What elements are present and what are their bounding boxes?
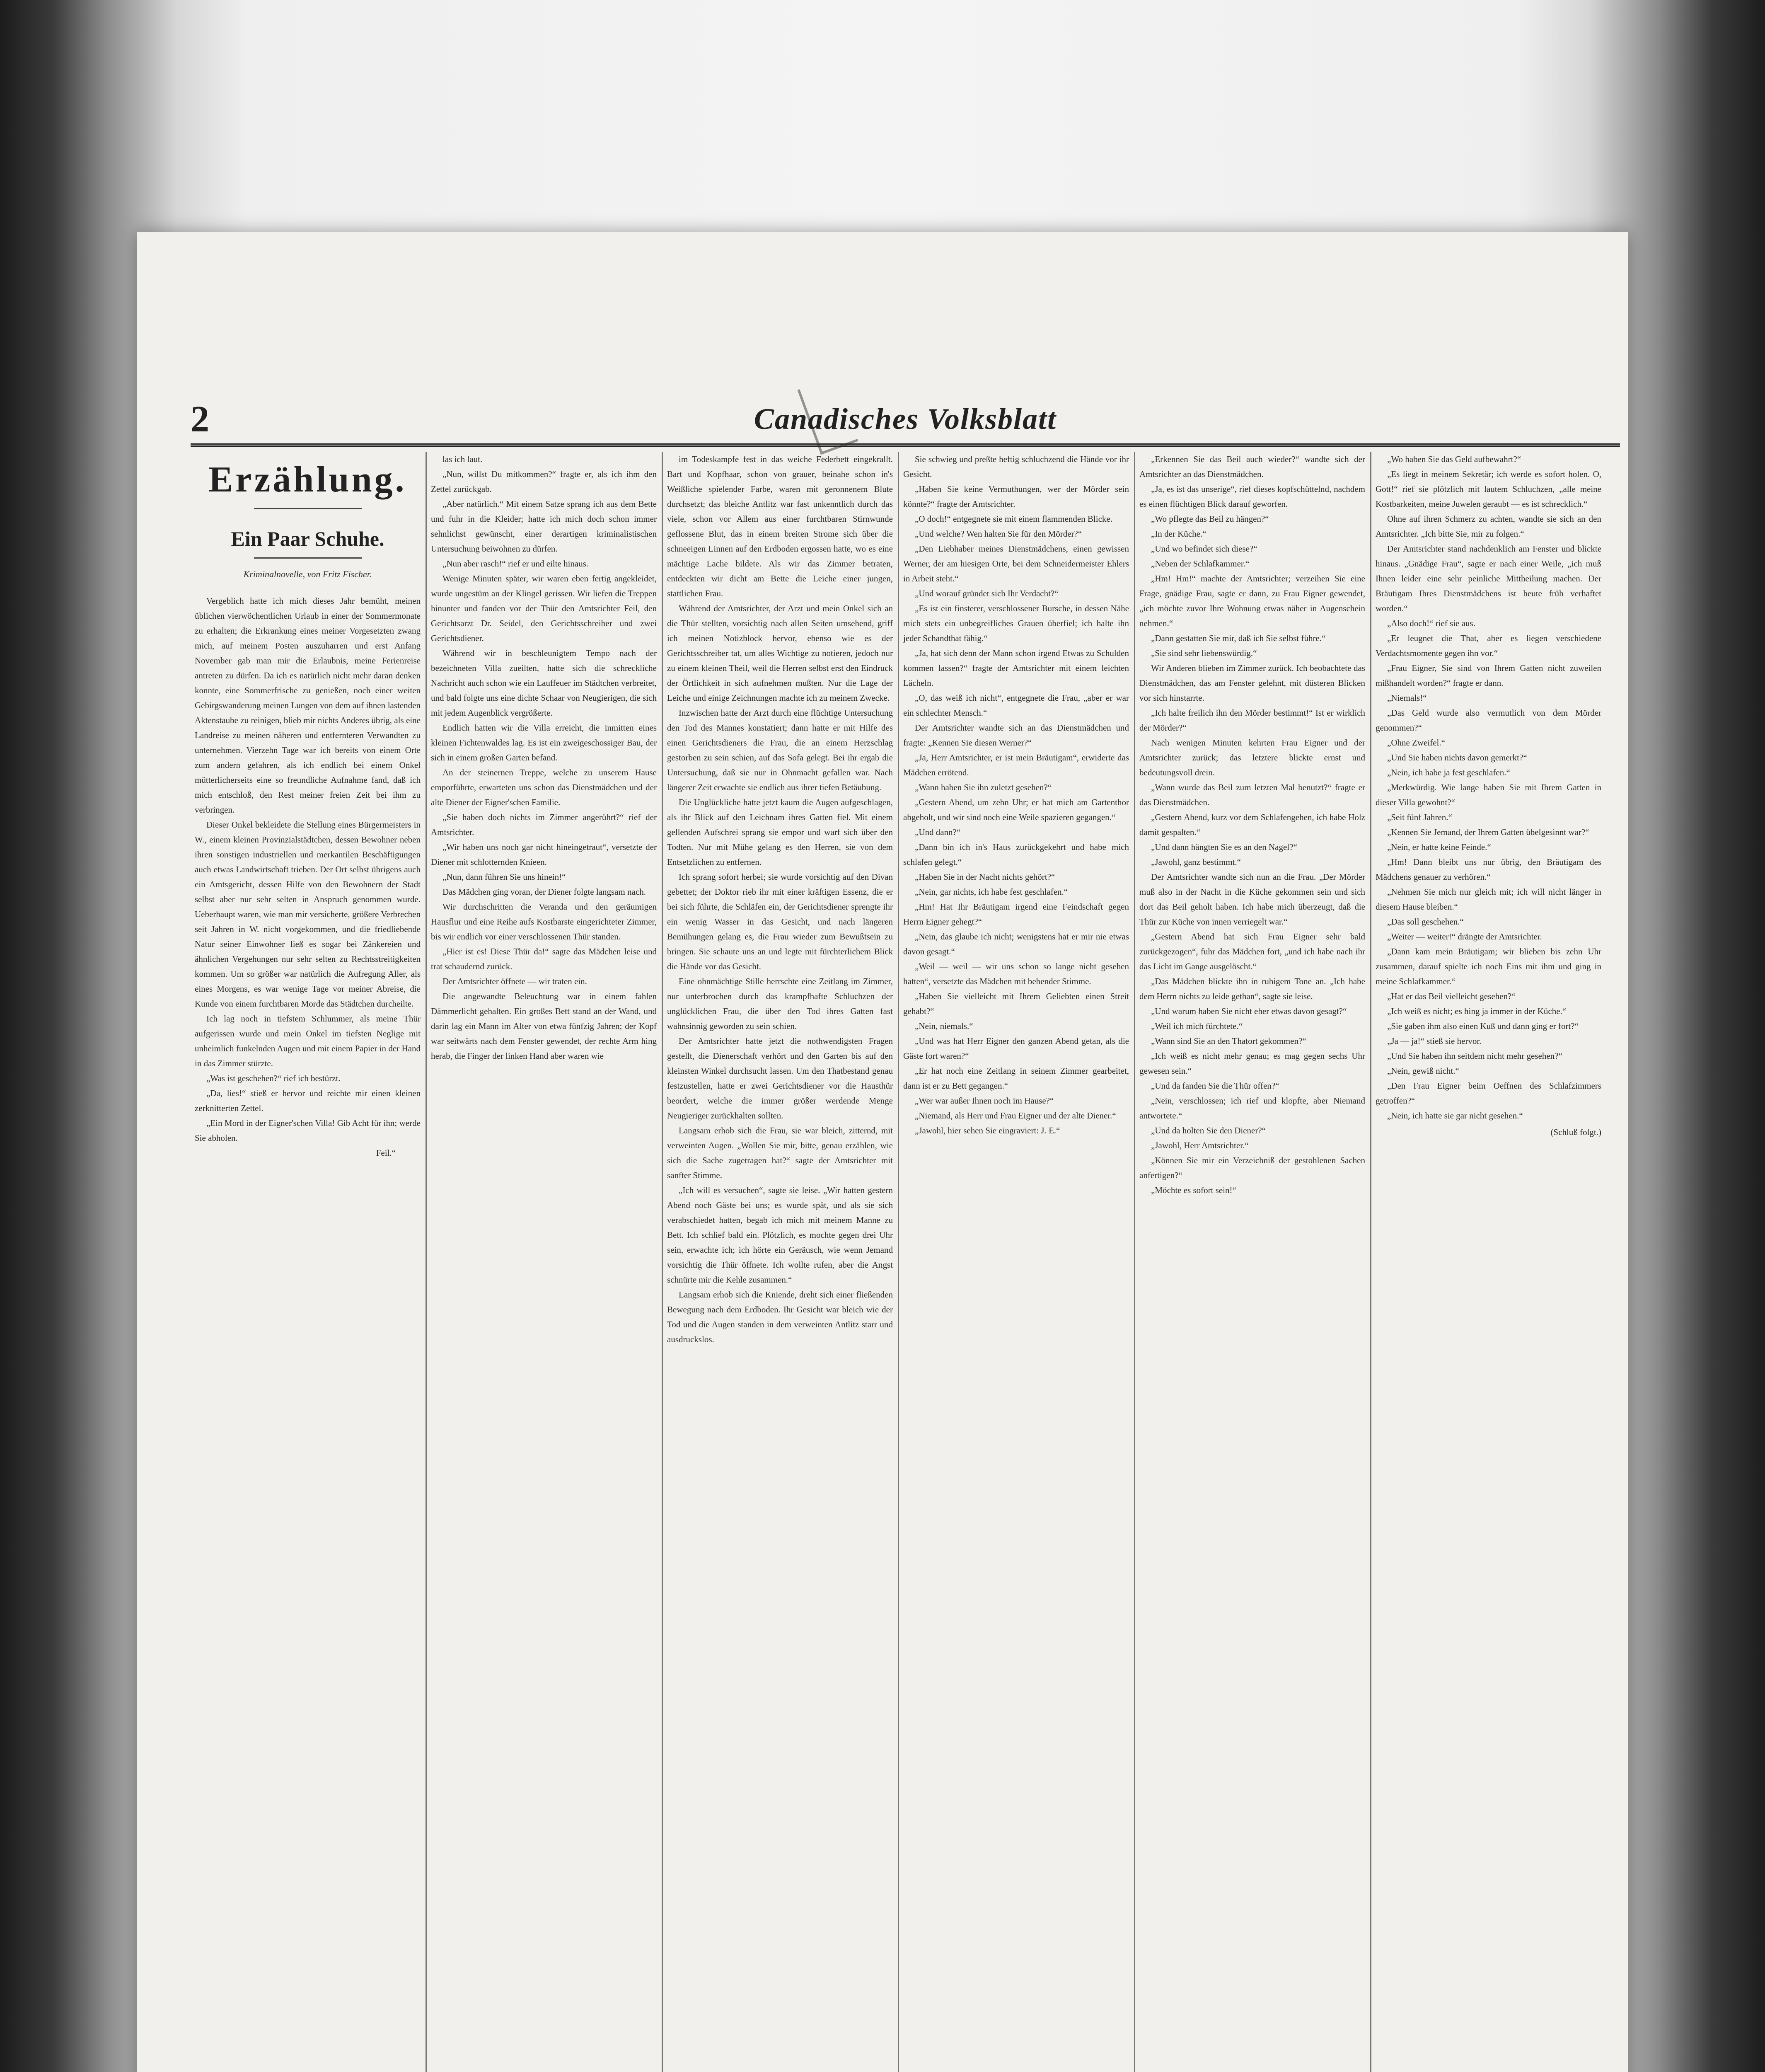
paragraph: „Jawohl, ganz bestimmt.“ (1151, 857, 1241, 867)
paragraph: Der Amtsrichter wandte sich an das Dienstmädchen und fragte: „Kennen Sie diesen Werner?“ (903, 723, 1129, 748)
paragraph: „Erkennen Sie das Beil auch wieder?“ wandte sich der Amtsrichter an das Dienstmädchen. (1139, 454, 1365, 479)
paragraph: „Wann sind Sie an den Thatort gekommen?“ (1151, 1036, 1306, 1046)
paragraph: Vergeblich hatte ich mich dieses Jahr bemüht, meinen üblichen vierwöchentlichen Urlaub in einer der Sommermonate zu erhalten; die Erkrankung eines meiner Vorgesetzten zwang mich, auf meinem Posten auszuharren und erst Anfang November gab man mir die Erlaubnis, meine Ferienreise antreten zu dürfen. Da ich es natürlich nicht mehr daran denken konnte, eine Sommerfrische zu genießen, noch einer weiten Gebirgswanderung meinen Lungen von dem auf ihnen lastenden Aktenstaube zu reinigen, blieb mir nichts Anderes übrig, als eine Landreise zu meinen näheren und entfernteren Verwandten zu unternehmen. Vierzehn Tage war ich bereits von einem Orte zum andern gefahren, als ich endlich bei einem Onkel mütterlicherseits eine so freundliche Aufnahme fand, daß ich mich entschloß, den Rest meiner freien Zeit bei ihm zu verbringen. (195, 596, 421, 815)
paragraph: „Gestern Abend, um zehn Uhr; er hat mich am Gartenthor abgeholt, und wir sind noch eine Weile spazieren gegangen.“ (903, 797, 1129, 822)
paragraph: „Merkwürdig. Wie lange haben Sie mit Ihrem Gatten in dieser Villa gewohnt?“ (1376, 782, 1601, 807)
paragraph: „Er hat noch eine Zeitlang in seinem Zimmer gearbeitet, dann ist er zu Bett gegangen.“ (903, 1066, 1129, 1091)
paragraph: „Wo haben Sie das Geld aufbewahrt?“ (1387, 454, 1521, 464)
paragraph: las ich laut. (442, 454, 483, 464)
paragraph: „O, das weiß ich nicht“, entgegnete die Frau, „aber er war ein schlechter Mensch.“ (903, 693, 1129, 718)
paragraph: „Aber natürlich.“ Mit einem Satze sprang ich aus dem Bette und fuhr in die Kleider; hatte ich mich doch schon immer sehnlichst gewünscht, einer derartigen kriminalistischen Untersuchung beiwohnen zu dürfen. (431, 499, 657, 554)
paragraph: „Möchte es sofort sein!“ (1151, 1185, 1236, 1195)
paragraph: „Hm! Hat Ihr Bräutigam irgend eine Feindschaft gegen Herrn Eigner gehegt?“ (903, 902, 1129, 927)
paragraph: „Und wo befindet sich diese?“ (1151, 544, 1257, 554)
newspaper-page (137, 232, 1628, 2072)
continued-note: (Schluß folgt.) (1550, 1127, 1601, 1137)
paragraph: „Da, lies!“ stieß er hervor und reichte mir einen kleinen zerknitterten Zettel. (195, 1088, 421, 1113)
paragraph: „Jawohl, Herr Amtsrichter.“ (1151, 1140, 1249, 1150)
paragraph: „Es ist ein finsterer, verschlossener Bursche, in dessen Nähe mich stets ein unbegreifliches Grauen überfiel; ich halte ihn jeder Schandthat fähig.“ (903, 603, 1129, 643)
paragraph: Der Amtsrichter wandte sich nun an die Frau. „Der Mörder muß also in der Nacht in die Küche gekommen sein und sich dort das Beil geholt haben. Ich habe mich überzeugt, daß die Thür zur Küche von innen verriegelt war.“ (1139, 872, 1365, 927)
paragraph: Eine ohnmächtige Stille herrschte eine Zeitlang im Zimmer, nur unterbrochen durch das krampfhafte Schluchzen der unglücklichen Frau, die über den Tod ihres Gatten fast wahnsinnig geworden zu sein schien. (667, 976, 893, 1031)
paragraph: „Nein, er hatte keine Feinde.“ (1387, 842, 1491, 852)
paragraph: „Nun, dann führen Sie uns hinein!“ (442, 872, 566, 882)
paragraph: „Hm! Dann bleibt uns nur übrig, den Bräutigam des Mädchens genauer zu verhören.“ (1376, 857, 1601, 882)
paragraph: „Ja, es ist das unserige“, rief dieses kopfschüttelnd, nachdem es einen flüchtigen Blick darauf geworfen. (1139, 484, 1365, 509)
paragraph: „Nein, das glaube ich nicht; wenigstens hat er mir nie etwas davon gesagt.“ (903, 932, 1129, 956)
paragraph: Inzwischen hatte der Arzt durch eine flüchtige Untersuchung den Tod des Mannes konstatiert; dann hatte er mit Hilfe des einen Gerichtsdieners die Frau, die an einem Herzschlag gestorben zu sein schien, auf das Sofa gelegt. Bei ihr ergab die Untersuchung, daß sie nur in Ohnmacht gefallen war. Nach längerer Zeit erwachte sie endlich aus ihrer tiefen Betäubung. (667, 708, 893, 792)
paragraph: „Ja, Herr Amtsrichter, er ist mein Bräutigam“, erwiderte das Mädchen errötend. (903, 753, 1129, 777)
paragraph: „Können Sie mir ein Verzeichniß der gestohlenen Sachen anfertigen?“ (1139, 1155, 1365, 1180)
paragraph: „Dann bin ich in's Haus zurückgekehrt und habe mich schlafen gelegt.“ (903, 842, 1129, 867)
paragraph: „Kennen Sie Jemand, der Ihrem Gatten übelgesinnt war?“ (1387, 827, 1589, 837)
paragraph-list (431, 452, 657, 1063)
paragraph-list (667, 452, 893, 1347)
paragraph: Langsam erhob sich die Frau, sie war bleich, zitternd, mit verweinten Augen. „Wollen Sie mir, bitte, genau erzählen, wie sich die Sache zugetragen hat?“ sagte der Amtsrichter mit sanfter Stimme. (667, 1126, 893, 1180)
paragraph-list (1139, 452, 1365, 1198)
paragraph-list (1376, 452, 1601, 1123)
paragraph: „Und Sie haben ihn seitdem nicht mehr gesehen?“ (1387, 1051, 1562, 1061)
paragraph: „Ich weiß es nicht; es hing ja immer in der Küche.“ (1387, 1006, 1567, 1016)
paragraph: „Hier ist es! Diese Thür da!“ sagte das Mädchen leise und trat schaudernd zurück. (431, 946, 657, 971)
paragraph: Nach wenigen Minuten kehrten Frau Eigner und der Amtsrichter zurück; das letztere blickte ernst und bedeutungsvoll drein. (1139, 738, 1365, 777)
paragraph: „Haben Sie vielleicht mit Ihrem Geliebten einen Streit gehabt?“ (903, 991, 1129, 1016)
signature: Feil.“ (376, 1148, 396, 1158)
paragraph: Endlich hatten wir die Villa erreicht, die inmitten eines kleinen Fichtenwaldes lag. Es ist ein zweigeschossiger Bau, der sich in einem großen Garten befand. (431, 723, 657, 762)
paragraph: „Niemand, als Herr und Frau Eigner und der alte Diener.“ (915, 1111, 1116, 1121)
paragraph: „Jawohl, hier sehen Sie eingraviert: J. E.“ (915, 1126, 1060, 1135)
paragraph: „Also doch!“ rief sie aus. (1387, 618, 1475, 628)
paragraph: „Ich will es versuchen“, sagte sie leise. „Wir hatten gestern Abend noch Gäste bei uns; es wurde spät, und als sie sich verabschiedet hatten, begab ich mich mit meinem Manne zu Bett. Ich schlief bald ein. Plötzlich, es mochte gegen drei Uhr sein, erwachte ich; ich hörte ein Geräusch, wie wenn Jemand vorsichtig die Thür öffnete. Ich wollte rufen, aber die Angst schnürte mir die Kehle zusammen.“ (667, 1185, 893, 1285)
paragraph: „Das Geld wurde also vermutlich von dem Mörder genommen?“ (1376, 708, 1601, 733)
paragraph: „Ein Mord in der Eigner'schen Villa! Gib Acht für ihn; werde Sie abholen. (195, 1118, 421, 1143)
paragraph: „Nein, ich hatte sie gar nicht gesehen.“ (1387, 1111, 1523, 1121)
paragraph: „Und was hat Herr Eigner den ganzen Abend getan, als die Gäste fort waren?“ (903, 1036, 1129, 1061)
paragraph: „Nun, willst Du mitkommen?“ fragte er, als ich ihm den Zettel zurückgab. (431, 469, 657, 494)
paragraph: Der Amtsrichter hatte jetzt die nothwendigsten Fragen gestellt, die Dienerschaft verhört und den Garten bis auf den kleinsten Winkel durchsucht lassen. Um den Thatbestand genau festzustellen, hatte er zwei Gerichtsdiener vor die Hausthür beordert, welche die immer größer werdende Menge Neugieriger zurückhalten sollten. (667, 1036, 893, 1121)
paragraph: „Hat er das Beil vielleicht gesehen?“ (1387, 991, 1516, 1001)
paragraph: „Nein, verschlossen; ich rief und klopfte, aber Niemand antwortete.“ (1139, 1096, 1365, 1121)
paragraph: Während der Amtsrichter, der Arzt und mein Onkel sich an die Thür stellten, vorsichtig nach allen Seiten umsehend, griff ich meinen Notizblock hervor, ebenso wie es der Gerichtsschreiber tat, um alles Wichtige zu notieren, jedoch nur zu einem kleinen Theil, weil die Herren selbst erst den Eindruck der Örtlichkeit in sich aufnehmen mußten. Nur die Lage der Leiche und einige Zeichnungen machte ich zu meinem Zwecke. (667, 603, 893, 703)
paragraph: „Wann haben Sie ihn zuletzt gesehen?“ (915, 782, 1052, 792)
column-rule (662, 452, 663, 2072)
text-column-5 (1139, 452, 1365, 2072)
paragraph: „Und welche? Wen halten Sie für den Mörder?“ (915, 529, 1082, 539)
story-subtitle: Kriminalnovelle, von Fritz Fischer. (243, 569, 372, 579)
paragraph: „Ich halte freilich ihn den Mörder bestimmt!“ Ist er wirklich der Mörder?“ (1139, 708, 1365, 733)
paragraph: „Es liegt in meinem Sekretär; ich werde es sofort holen. O, Gott!“ rief sie plötzlich mit lautem Schluchzen, „alle meine Kostbarkeiten, meine Juwelen geraubt — es ist schrecklich.“ (1376, 469, 1601, 509)
column-rule (898, 452, 899, 2072)
paragraph: „Sie gaben ihm also einen Kuß und dann ging er fort?“ (1387, 1021, 1579, 1031)
paragraph: „Neben der Schlafkammer.“ (1151, 559, 1250, 569)
paragraph: „Gestern Abend hat sich Frau Eigner sehr bald zurückgezogen“, fuhr das Mädchen fort, „und ich habe nach ihr das Licht im Gange ausgelöscht.“ (1139, 932, 1365, 971)
paragraph: Die angewandte Beleuchtung war in einem fahlen Dämmerlicht gehalten. Ein großes Bett stand an der Wand, und darin lag ein Mann im Alter von etwa fünfzig Jahren; der Kopf war seitwärts nach dem Fenster gewendet, der rechte Arm hing herab, die Finger der linken Hand aber waren wie (431, 991, 657, 1061)
paragraph: Die Unglückliche hatte jetzt kaum die Augen aufgeschlagen, als ihr Blick auf den Leichnam ihres Gatten fiel. Mit einem gellenden Aufschrei sprang sie empor und warf sich über den Todten. Nur mit Mühe gelang es den Herren, sie von dem Entsetzlichen zu entfernen. (667, 797, 893, 867)
text-column-3 (667, 452, 893, 2072)
title-rule (254, 557, 362, 559)
paragraph: Dieser Onkel bekleidete die Stellung eines Bürgermeisters in W., einem kleinen Provinzialstädtchen, dessen Bewohner neben ihren sonstigen industriellen und merkantilen Beschäftigungen auch etwas Landwirtschaft trieben. Der Ort selbst übrigens auch ein Amtsgericht, dessen Hilfe von den Bewohnern der Stadt selbst aber nur sehr selten in Anspruch genommen wurde. Ueberhaupt waren, wie man mir versicherte, größere Verbrechen seit Jahren in W. nicht vorgekommen, und die friedliebende Natur seiner Einwohner ließ es sogar bei Zänkereien und ähnlichen Vergehungen nur sehr selten zu Rechtsstreitigkeiten kommen. Um so größer war natürlich die Aufregung Aller, als eines Morgens, es war wenige Tage vor meiner Abreise, die Kunde von einem furchtbaren Morde das Städtchen durcheilte. (195, 820, 421, 1009)
paragraph: „Das soll geschehen.“ (1387, 917, 1464, 927)
paragraph: „Nein, gar nichts, ich habe fest geschlafen.“ (915, 887, 1068, 897)
paragraph-list (903, 452, 1129, 1138)
paragraph: „Niemals!“ (1387, 693, 1427, 703)
paragraph: Ohne auf ihren Schmerz zu achten, wandte sie sich an den Amtsrichter. „Ich bitte Sie, mir zu folgen.“ (1376, 514, 1601, 539)
paragraph: „Wann wurde das Beil zum letzten Mal benutzt?“ fragte er das Dienstmädchen. (1139, 782, 1365, 807)
paragraph: „Das Mädchen blickte ihn in ruhigem Tone an. „Ich habe dem Herrn nichts zu leide gethan“, sagte sie leise. (1139, 976, 1365, 1001)
paragraph: „Haben Sie in der Nacht nichts gehört?“ (915, 872, 1055, 882)
paragraph: „In der Küche.“ (1151, 529, 1206, 539)
story-title: Ein Paar Schuhe. (231, 527, 384, 550)
paragraph: Das Mädchen ging voran, der Diener folgte langsam nach. (442, 887, 646, 897)
paragraph: „Nein, ich habe ja fest geschlafen.“ (1387, 767, 1510, 777)
masthead (191, 398, 1620, 447)
paragraph: Der Amtsrichter stand nachdenklich am Fenster und blickte hinaus. „Gnädige Frau“, sagte er nach einer Weile, „ich muß Ihnen leider eine sehr peinliche Mittheilung machen. Der Bräutigam Ihres Dienstmädchens ist heute früh verhaftet worden.“ (1376, 544, 1601, 613)
column-rule (1370, 452, 1371, 2072)
paragraph: „Hm! Hm!“ machte der Amtsrichter; verzeihen Sie eine Frage, gnädige Frau, sagte er dann, zu Frau Eigner gewendet, „ich möchte zuvor Ihre Wohnung etwas näher in Augenschein nehmen.“ (1139, 574, 1365, 628)
paragraph: „Weil — weil — wir uns schon so lange nicht gesehen hatten“, versetzte das Mädchen mit bebender Stimme. (903, 961, 1129, 986)
paragraph: „Haben Sie keine Vermuthungen, wer der Mörder sein könnte?“ fragte der Amtsrichter. (903, 484, 1129, 509)
paragraph: An der steinernen Treppe, welche zu unserem Hause emporführte, erwarteten uns schon das Dienstmädchen und der alte Diener der Eigner'schen Familie. (431, 767, 657, 807)
paragraph: „Ich weiß es nicht mehr genau; es mag gegen sechs Uhr gewesen sein.“ (1139, 1051, 1365, 1076)
paragraph: „Nein, niemals.“ (915, 1021, 973, 1031)
column-rule (1134, 452, 1135, 2072)
paragraph: „Seit fünf Jahren.“ (1387, 812, 1452, 822)
paragraph: „Ohne Zweifel.“ (1387, 738, 1445, 748)
paragraph: „Dann gestatten Sie mir, daß ich Sie selbst führe.“ (1151, 633, 1326, 643)
text-column-1 (195, 452, 421, 2072)
column-rule (426, 452, 427, 2072)
paragraph: „Wir haben uns noch gar nicht hineingetraut“, versetzte der Diener mit schlotternden Knieen. (431, 842, 657, 867)
paragraph: Während wir in beschleunigtem Tempo nach der bezeichneten Villa zueilten, hatte sich die schreckliche Nachricht auch schon wie ein Lauffeuer im Städtchen verbreitet, und bald folgte uns eine dichte Schaar von Neugierigen, die sich mit jedem Augenblick vergrößerte. (431, 648, 657, 718)
paragraph: „Nehmen Sie mich nur gleich mit; ich will nicht länger in diesem Hause bleiben.“ (1376, 887, 1601, 912)
paragraph: „Und dann hängten Sie es an den Nagel?“ (1151, 842, 1297, 852)
paragraph: „Frau Eigner, Sie sind von Ihrem Gatten nicht zuweilen mißhandelt worden?“ fragte er dann. (1376, 663, 1601, 688)
paragraph: „Wer war außer Ihnen noch im Hause?“ (915, 1096, 1054, 1106)
paragraph: „Dann kam mein Bräutigam; wir blieben bis zehn Uhr zusammen, darauf spielte ich noch Eins mit ihm und ging in meine Schlafkammer.“ (1376, 946, 1601, 986)
masthead-title: Canadisches Volksblatt (754, 402, 1057, 436)
paragraph: Der Amtsrichter öffnete — wir traten ein. (442, 976, 587, 986)
paragraph: Wir Anderen blieben im Zimmer zurück. Ich beobachtete das Dienstmädchen, das am Fenster gelehnt, mit düsteren Blicken vor sich hinstarrte. (1139, 663, 1365, 703)
section-heading: Erzählung. (208, 460, 407, 500)
paragraph: Ich sprang sofort herbei; sie wurde vorsichtig auf den Divan gebettet; der Doktor rieb ihr mit einer kräftigen Essenz, die er bei sich führte, die Schläfen ein, der Gerichtsdiener sprengte ihr ein wenig Wasser in das Gesicht, und nach längeren Bemühungen gelang es, die Frau wieder zum Bewußtsein zu bringen. Sie schaute uns an und legte mit fürchterlichem Blick die Hände vor das Gesicht. (667, 872, 893, 971)
paragraph: „Und da holten Sie den Diener?“ (1151, 1126, 1266, 1135)
paragraph: „Sie sind sehr liebenswürdig.“ (1151, 648, 1257, 658)
paragraph: „Und warum haben Sie nicht eher etwas davon gesagt?“ (1151, 1006, 1347, 1016)
paragraph: „Und Sie haben nichts davon gemerkt?“ (1387, 753, 1527, 762)
paragraph: „Er leugnet die That, aber es liegen verschiedene Verdachtsmomente gegen ihn vor.“ (1376, 633, 1601, 658)
page-number: 2 (191, 399, 209, 440)
paragraph: im Todeskampfe fest in das weiche Federbett eingekrallt. Bart und Kopfhaar, schon von grauer, beinahe schon in's Weißliche spielender Farbe, waren mit geronnenem Blute durchsetzt; das bleiche Antlitz war fast unkenntlich durch das viele, schon vor Allem aus einer furchtbaren Stirnwunde geflossene Blut, das in einem breiten Strome sich über die schneeigen Linnen auf den Erdboden ergossen hatte, wo es eine mächtige Lache bildete. Als wir das Zimmer betraten, entdeckten wir dicht am Bette die Leiche einer jungen, stattlichen Frau. (667, 454, 893, 598)
paragraph: „Gestern Abend, kurz vor dem Schlafengehen, ich habe Holz damit gespalten.“ (1139, 812, 1365, 837)
paragraph: Sie schwieg und preßte heftig schluchzend die Hände vor ihr Gesicht. (903, 454, 1129, 479)
text-column-6 (1376, 452, 1601, 2072)
text-column-4 (903, 452, 1129, 2072)
paragraph: Ich lag noch in tiefstem Schlummer, als meine Thür aufgerissen wurde und mein Onkel im tiefsten Neglige mit unheimlich funkelnden Augen und mit einem Papier in der Hand in das Zimmer stürzte. (195, 1014, 421, 1068)
paragraph: Wir durchschritten die Veranda und den geräumigen Hausflur und eine Reihe aufs Kostbarste eingerichteter Zimmer, bis wir endlich vor einer verschlossenen Thür standen. (431, 902, 657, 942)
paragraph: „Wo pflegte das Beil zu hängen?“ (1151, 514, 1269, 524)
paragraph: Wenige Minuten später, wir waren eben fertig angekleidet, wurde ungestüm an der Klingel gerissen. Wir liefen die Treppen hinunter und fanden vor der Thür den Amtsrichter Feil, den Gerichtsarzt Dr. Seidel, den Gerichtsschreiber und zwei Gerichtsdiener. (431, 574, 657, 643)
paragraph: Langsam erhob sich die Kniende, dreht sich einer fließenden Bewegung nach dem Erdboden. Ihr Gesicht war bleich wie der Tod und die Augen standen in dem verweinten Antlitz starr und ausdruckslos. (667, 1290, 893, 1344)
paragraph: „Nein, gewiß nicht.“ (1387, 1066, 1459, 1076)
paragraph: „Den Liebhaber meines Dienstmädchens, einen gewissen Werner, der am hiesigen Orte, bei dem Schneidermeister Ehlers in Arbeit steht.“ (903, 544, 1129, 583)
paragraph: „O doch!“ entgegnete sie mit einem flammenden Blicke. (915, 514, 1112, 524)
heading-rule (254, 508, 362, 509)
paragraph: „Sie haben doch nichts im Zimmer angerührt?“ rief der Amtsrichter. (431, 812, 657, 837)
paragraph: „Und dann?“ (915, 827, 961, 837)
paragraph: „Und da fanden Sie die Thür offen?“ (1151, 1081, 1279, 1091)
paragraph: „Was ist geschehen?“ rief ich bestürzt. (206, 1073, 341, 1083)
paragraph-list (195, 593, 421, 1145)
text-column-2 (431, 452, 657, 2072)
paragraph: „Weiter — weiter!“ drängte der Amtsrichter. (1387, 932, 1542, 942)
paragraph: „Nun aber rasch!“ rief er und eilte hinaus. (442, 559, 589, 569)
paragraph: „Ja — ja!“ stieß sie hervor. (1387, 1036, 1482, 1046)
paragraph: „Weil ich mich fürchtete.“ (1151, 1021, 1243, 1031)
paragraph: „Ja, hat sich denn der Mann schon irgend Etwas zu Schulden kommen lassen?“ fragte der Amtsrichter mit einem leichten Lächeln. (903, 648, 1129, 688)
paragraph: „Und worauf gründet sich Ihr Verdacht?“ (915, 588, 1059, 598)
paragraph: „Den Frau Eigner beim Oeffnen des Schlafzimmers getroffen?“ (1376, 1081, 1601, 1106)
